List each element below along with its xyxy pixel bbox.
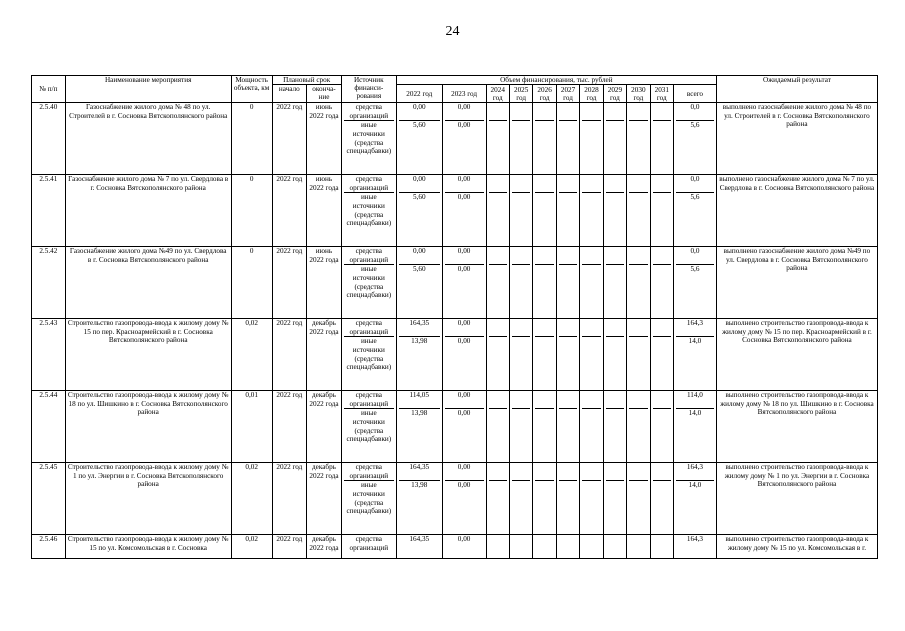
row-capacity: 0,01 (231, 391, 272, 463)
row-capacity: 0,02 (231, 463, 272, 535)
row-2028 (580, 319, 603, 391)
row-2031 (650, 535, 673, 559)
row-2024 (486, 247, 509, 319)
row-2027 (556, 175, 579, 247)
row-start: 2022 год (272, 103, 307, 175)
row-2027 (556, 391, 579, 463)
value-total-org: 114,0 (676, 391, 714, 409)
value-total-org: 0,0 (676, 247, 714, 265)
value-2023-org: 0,00 (445, 103, 484, 121)
row-2024 (486, 175, 509, 247)
row-2025 (509, 463, 532, 535)
row-2023 (442, 391, 486, 463)
row-2025 (509, 319, 532, 391)
row-2024 (486, 463, 509, 535)
row-end: июнь 2022 года (307, 247, 342, 319)
header-plan-end: оконча-ние (307, 85, 342, 103)
row-source (341, 391, 396, 463)
header-plan: Плановый срок (272, 76, 341, 85)
value-2023-org: 0,00 (445, 319, 484, 337)
row-start: 2022 год (272, 247, 307, 319)
row-2024 (486, 535, 509, 559)
row-2027 (556, 319, 579, 391)
row-total (674, 175, 717, 247)
header-year-2026: 2026 год (533, 85, 556, 103)
row-num: 2.5.42 (32, 247, 66, 319)
row-start: 2022 год (272, 175, 307, 247)
row-2025 (509, 103, 532, 175)
header-year-2030: 2030 год (627, 85, 650, 103)
row-2025 (509, 391, 532, 463)
row-end: декабрь 2022 года (307, 319, 342, 391)
row-end: июнь 2022 года (307, 103, 342, 175)
row-capacity: 0 (231, 247, 272, 319)
value-2022-other: 13,98 (411, 409, 428, 418)
row-2029 (603, 247, 626, 319)
row-num: 2.5.45 (32, 463, 66, 535)
row-2026 (533, 535, 556, 559)
value-2022-org: 164,35 (399, 319, 440, 337)
row-2031 (650, 319, 673, 391)
source-organizations: средства организаций (344, 391, 394, 409)
row-2028 (580, 247, 603, 319)
row-2022 (396, 319, 442, 391)
row-2028 (580, 103, 603, 175)
header-plan-start: начало (272, 85, 307, 103)
value-total-other: 14,0 (688, 409, 702, 418)
row-source (341, 319, 396, 391)
value-total-org: 0,0 (676, 175, 714, 193)
row-2027 (556, 103, 579, 175)
row-total (674, 319, 717, 391)
row-2022 (396, 103, 442, 175)
row-source (341, 103, 396, 175)
row-num: 2.5.40 (32, 103, 66, 175)
header-year-2022: 2022 год (396, 85, 442, 103)
row-2030 (627, 535, 650, 559)
value-2023-other: 0,00 (457, 193, 471, 202)
value-2022-other: 5,60 (412, 121, 426, 130)
row-start: 2022 год (272, 535, 307, 559)
row-2022 (396, 247, 442, 319)
source-organizations: средства организаций (344, 319, 394, 337)
value-total-org: 164,3 (676, 463, 714, 481)
row-num: 2.5.43 (32, 319, 66, 391)
value-2022-org: 0,00 (399, 175, 440, 193)
header-year-2031: 2031 год (650, 85, 673, 103)
row-name: Строительство газопровода-ввода к жилому дому № 15 по ул. Комсомольская в г. Сосновка (65, 535, 231, 559)
row-name: Строительство газопровода-ввода к жилому дому № 1 по ул. Энергии в г. Сосновка Вятскополянского района (65, 463, 231, 535)
row-2025 (509, 535, 532, 559)
row-2023 (442, 103, 486, 175)
row-2029 (603, 463, 626, 535)
row-2028 (580, 391, 603, 463)
row-2028 (580, 463, 603, 535)
row-capacity: 0,02 (231, 319, 272, 391)
value-2023-other: 0,00 (457, 481, 471, 490)
value-total-other: 14,0 (688, 337, 702, 346)
row-name: Газоснабжение жилого дома №49 по ул. Свердлова в г. Сосновка Вятскополянского района (65, 247, 231, 319)
header-name: Наименование мероприятия (65, 76, 231, 103)
row-num: 2.5.44 (32, 391, 66, 463)
row-total (674, 391, 717, 463)
value-2023-org: 0,00 (445, 247, 484, 265)
header-year-2028: 2028 год (580, 85, 603, 103)
row-start: 2022 год (272, 319, 307, 391)
row-source (341, 247, 396, 319)
row-result: выполнено строительство газопровода-ввода к жилому дому № 1 по ул. Энергии в г. Сосновка Вятскополянского района (716, 463, 877, 535)
value-2022-other: 13,98 (411, 337, 428, 346)
source-organizations: средства организаций (344, 103, 394, 121)
value-total-org: 0,0 (676, 103, 714, 121)
table-row (32, 103, 878, 175)
source-organizations: средства организаций (344, 463, 394, 481)
source-organizations: средства организаций (341, 535, 396, 559)
header-source: Источник финанси-рования (341, 76, 396, 103)
row-2028 (580, 535, 603, 559)
row-end: декабрь 2022 года (307, 463, 342, 535)
header-capacity: Мощность объекта, км (231, 76, 272, 103)
row-2029 (603, 535, 626, 559)
value-2023-other: 0,00 (457, 409, 471, 418)
row-2027 (556, 535, 579, 559)
row-name: Газоснабжение жилого дома № 48 по ул. Строителей в г. Сосновка Вятскополянского района (65, 103, 231, 175)
row-name: Строительство газопровода-ввода к жилому дому № 15 по пер. Красноармейский в г. Сосновка Вятскополянского района (65, 319, 231, 391)
value-2022-org: 0,00 (399, 103, 440, 121)
source-other: иные источники (средства спецнадбавки) (346, 481, 392, 516)
value-2023-other: 0,00 (457, 121, 471, 130)
value-2023-org: 0,00 (445, 391, 484, 409)
header-year-2025: 2025 год (509, 85, 532, 103)
row-end: декабрь 2022 года (307, 535, 342, 559)
row-total (674, 103, 717, 175)
row-2025 (509, 175, 532, 247)
value-total-other: 5,6 (690, 265, 700, 274)
row-2030 (627, 103, 650, 175)
row-2022 (396, 463, 442, 535)
source-other: иные источники (средства спецнадбавки) (346, 265, 392, 300)
row-source (341, 463, 396, 535)
source-organizations: средства организаций (344, 175, 394, 193)
value-2022-other: 13,98 (411, 481, 428, 490)
row-2030 (627, 319, 650, 391)
source-other: иные источники (средства спецнадбавки) (346, 409, 392, 444)
value-2023-other: 0,00 (457, 265, 471, 274)
row-2029 (603, 391, 626, 463)
row-2027 (556, 463, 579, 535)
table-row (32, 463, 878, 535)
row-result: выполнено строительство газопровода-ввода к жилому дому № 15 по ул. Комсомольская в г. (716, 535, 877, 559)
row-2026 (533, 247, 556, 319)
value-2023-org: 0,00 (442, 535, 486, 559)
financing-table (31, 75, 878, 559)
row-start: 2022 год (272, 463, 307, 535)
header-year-2023: 2023 год (442, 85, 486, 103)
table-row (32, 391, 878, 463)
header-volume: Объем финансирования, тыс. рублей (396, 76, 716, 85)
header-year-2024: 2024 год (486, 85, 509, 103)
table-row (32, 319, 878, 391)
row-total (674, 463, 717, 535)
row-2026 (533, 175, 556, 247)
value-2022-other: 5,60 (412, 265, 426, 274)
value-total-other: 14,0 (688, 481, 702, 490)
value-total-org: 164,3 (676, 319, 714, 337)
value-2023-other: 0,00 (457, 337, 471, 346)
table-row-partial (32, 535, 878, 559)
row-2026 (533, 319, 556, 391)
value-2022-other: 5,60 (412, 193, 426, 202)
row-2023 (442, 247, 486, 319)
header-year-2029: 2029 год (603, 85, 626, 103)
row-2031 (650, 391, 673, 463)
row-2029 (603, 175, 626, 247)
row-capacity: 0 (231, 175, 272, 247)
row-2028 (580, 175, 603, 247)
source-other: иные источники (средства спецнадбавки) (346, 337, 392, 372)
header-result: Ожидаемый результат (716, 76, 877, 103)
header-total: всего (674, 85, 717, 103)
row-2022 (396, 391, 442, 463)
row-2022 (396, 175, 442, 247)
header-year-2027: 2027 год (556, 85, 579, 103)
row-name: Строительство газопровода-ввода к жилому дому № 18 по ул. Шишкино в г. Сосновка Вятскополянского района (65, 391, 231, 463)
row-result: выполнено газоснабжение жилого дома №49 по ул. Свердлова в г. Сосновка Вятскополянского района (716, 247, 877, 319)
row-2029 (603, 319, 626, 391)
row-start: 2022 год (272, 391, 307, 463)
row-result: выполнено строительство газопровода-ввода к жилому дому № 15 по пер. Красноармейский в г. Сосновка Вятскополянского района (716, 319, 877, 391)
row-2024 (486, 391, 509, 463)
row-2031 (650, 463, 673, 535)
row-num: 2.5.41 (32, 175, 66, 247)
row-2031 (650, 247, 673, 319)
row-capacity: 0,02 (231, 535, 272, 559)
row-2030 (627, 175, 650, 247)
value-total-org: 164,3 (674, 535, 717, 559)
row-2026 (533, 463, 556, 535)
row-2023 (442, 319, 486, 391)
row-2030 (627, 391, 650, 463)
row-2031 (650, 103, 673, 175)
value-2023-org: 0,00 (445, 175, 484, 193)
row-2024 (486, 103, 509, 175)
row-2029 (603, 103, 626, 175)
row-2030 (627, 247, 650, 319)
row-end: июнь 2022 года (307, 175, 342, 247)
row-2027 (556, 247, 579, 319)
row-capacity: 0 (231, 103, 272, 175)
table-row (32, 175, 878, 247)
row-2023 (442, 463, 486, 535)
value-2022-org: 0,00 (399, 247, 440, 265)
row-name: Газоснабжение жилого дома № 7 по ул. Свердлова в г. Сосновка Вятскополянского района (65, 175, 231, 247)
row-source (341, 175, 396, 247)
row-2024 (486, 319, 509, 391)
value-2022-org: 114,05 (399, 391, 440, 409)
value-total-other: 5,6 (690, 121, 700, 130)
row-result: выполнено строительство газопровода-ввода к жилому дому № 18 по ул. Шишкино в г. Сосновка Вятскополянского района (716, 391, 877, 463)
header-num: № п/п (32, 76, 66, 103)
source-organizations: средства организаций (344, 247, 394, 265)
row-end: декабрь 2022 года (307, 391, 342, 463)
row-2025 (509, 247, 532, 319)
value-2022-org: 164,35 (396, 535, 442, 559)
value-2022-org: 164,35 (399, 463, 440, 481)
row-2026 (533, 103, 556, 175)
row-num: 2.5.46 (32, 535, 66, 559)
row-total (674, 247, 717, 319)
row-2031 (650, 175, 673, 247)
row-result: выполнено газоснабжение жилого дома № 48 по ул. Строителей в г. Сосновка Вятскополянского района (716, 103, 877, 175)
page-number: 24 (445, 24, 460, 39)
row-2030 (627, 463, 650, 535)
row-2023 (442, 175, 486, 247)
value-2023-org: 0,00 (445, 463, 484, 481)
row-2026 (533, 391, 556, 463)
source-other: иные источники (средства спецнадбавки) (346, 193, 392, 228)
table-row (32, 247, 878, 319)
source-other: иные источники (средства спецнадбавки) (346, 121, 392, 156)
value-total-other: 5,6 (690, 193, 700, 202)
row-result: выполнено газоснабжение жилого дома № 7 по ул. Свердлова в г. Сосновка Вятскополянского района (716, 175, 877, 247)
